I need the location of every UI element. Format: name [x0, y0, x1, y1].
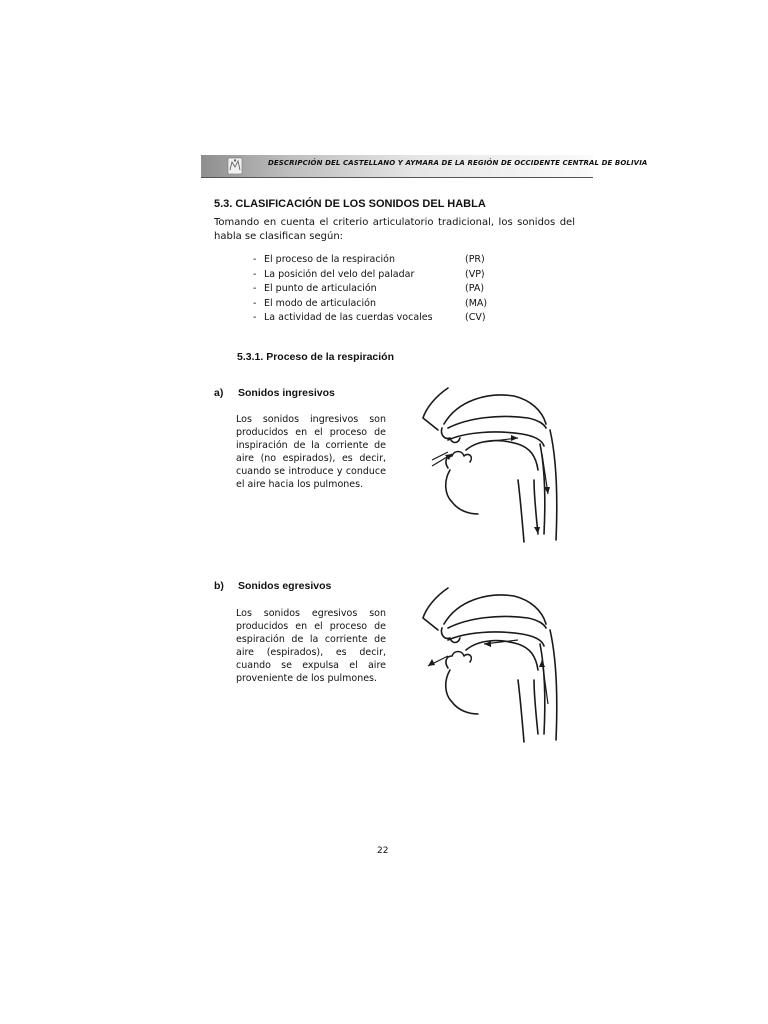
item-title: Sonidos egresivos [238, 580, 332, 592]
list-dash: - [253, 297, 257, 309]
item-marker: b) [214, 580, 224, 592]
page-number: 22 [377, 846, 389, 856]
list-item [253, 297, 493, 312]
item-title: Sonidos ingresivos [238, 387, 335, 399]
criterion-label: El proceso de la respiración [264, 254, 396, 265]
item-paragraph: Los sonidos ingresivos son producidos en el proceso de inspiración de la corriente de aire (no espirados), es decir, cuando se introduce y conduce el aire hacia los pulmones. [236, 414, 386, 490]
criterion-abbreviation: (MA) [465, 297, 488, 309]
list-dash: - [253, 312, 257, 323]
subsection-heading: 5.3.1. Proceso de la respiración [237, 351, 394, 363]
criterion-abbreviation: (PR) [465, 254, 485, 265]
list-item [253, 268, 493, 283]
criterion-label: El punto de articulación [264, 283, 377, 294]
header-logo-icon [226, 156, 246, 176]
criterion-label: El modo de articulación [264, 297, 376, 309]
list-dash: - [253, 283, 257, 294]
section-heading: 5.3. CLASIFICACIÓN DE LOS SONIDOS DEL HABLA [214, 198, 486, 210]
criterion-abbreviation: (CV) [465, 312, 486, 323]
list-dash: - [253, 254, 257, 265]
list-item [253, 282, 493, 297]
list-dash: - [253, 268, 257, 280]
item-marker: a) [214, 387, 224, 399]
intro-paragraph: Tomando en cuenta el criterio articulatorio tradicional, los sonidos del habla se clasifican según: [214, 217, 575, 242]
criterion-abbreviation: (VP) [465, 268, 485, 280]
header-rule [201, 177, 593, 178]
criterion-abbreviation: (PA) [465, 283, 485, 294]
criterion-label: La actividad de las cuerdas vocales [264, 312, 433, 323]
list-item [253, 311, 493, 326]
running-header-title: DESCRIPCIÓN DEL CASTELLANO Y AYMARA DE LA REGIÓN DE OCCIDENTE CENTRAL DE BOLIVIA [268, 159, 648, 167]
list-item [253, 253, 493, 268]
egressive-airflow-head-diagram-icon [418, 584, 563, 746]
ingressive-airflow-head-diagram-icon [418, 384, 563, 546]
criterion-label: La posición del velo del paladar [264, 268, 415, 280]
criteria-list [253, 253, 493, 326]
item-paragraph: Los sonidos egresivos son producidos en el proceso de espiración de la corriente de aire (espirados), es decir, cuando se expulsa el aire proveniente de los pulmones. [236, 608, 386, 684]
